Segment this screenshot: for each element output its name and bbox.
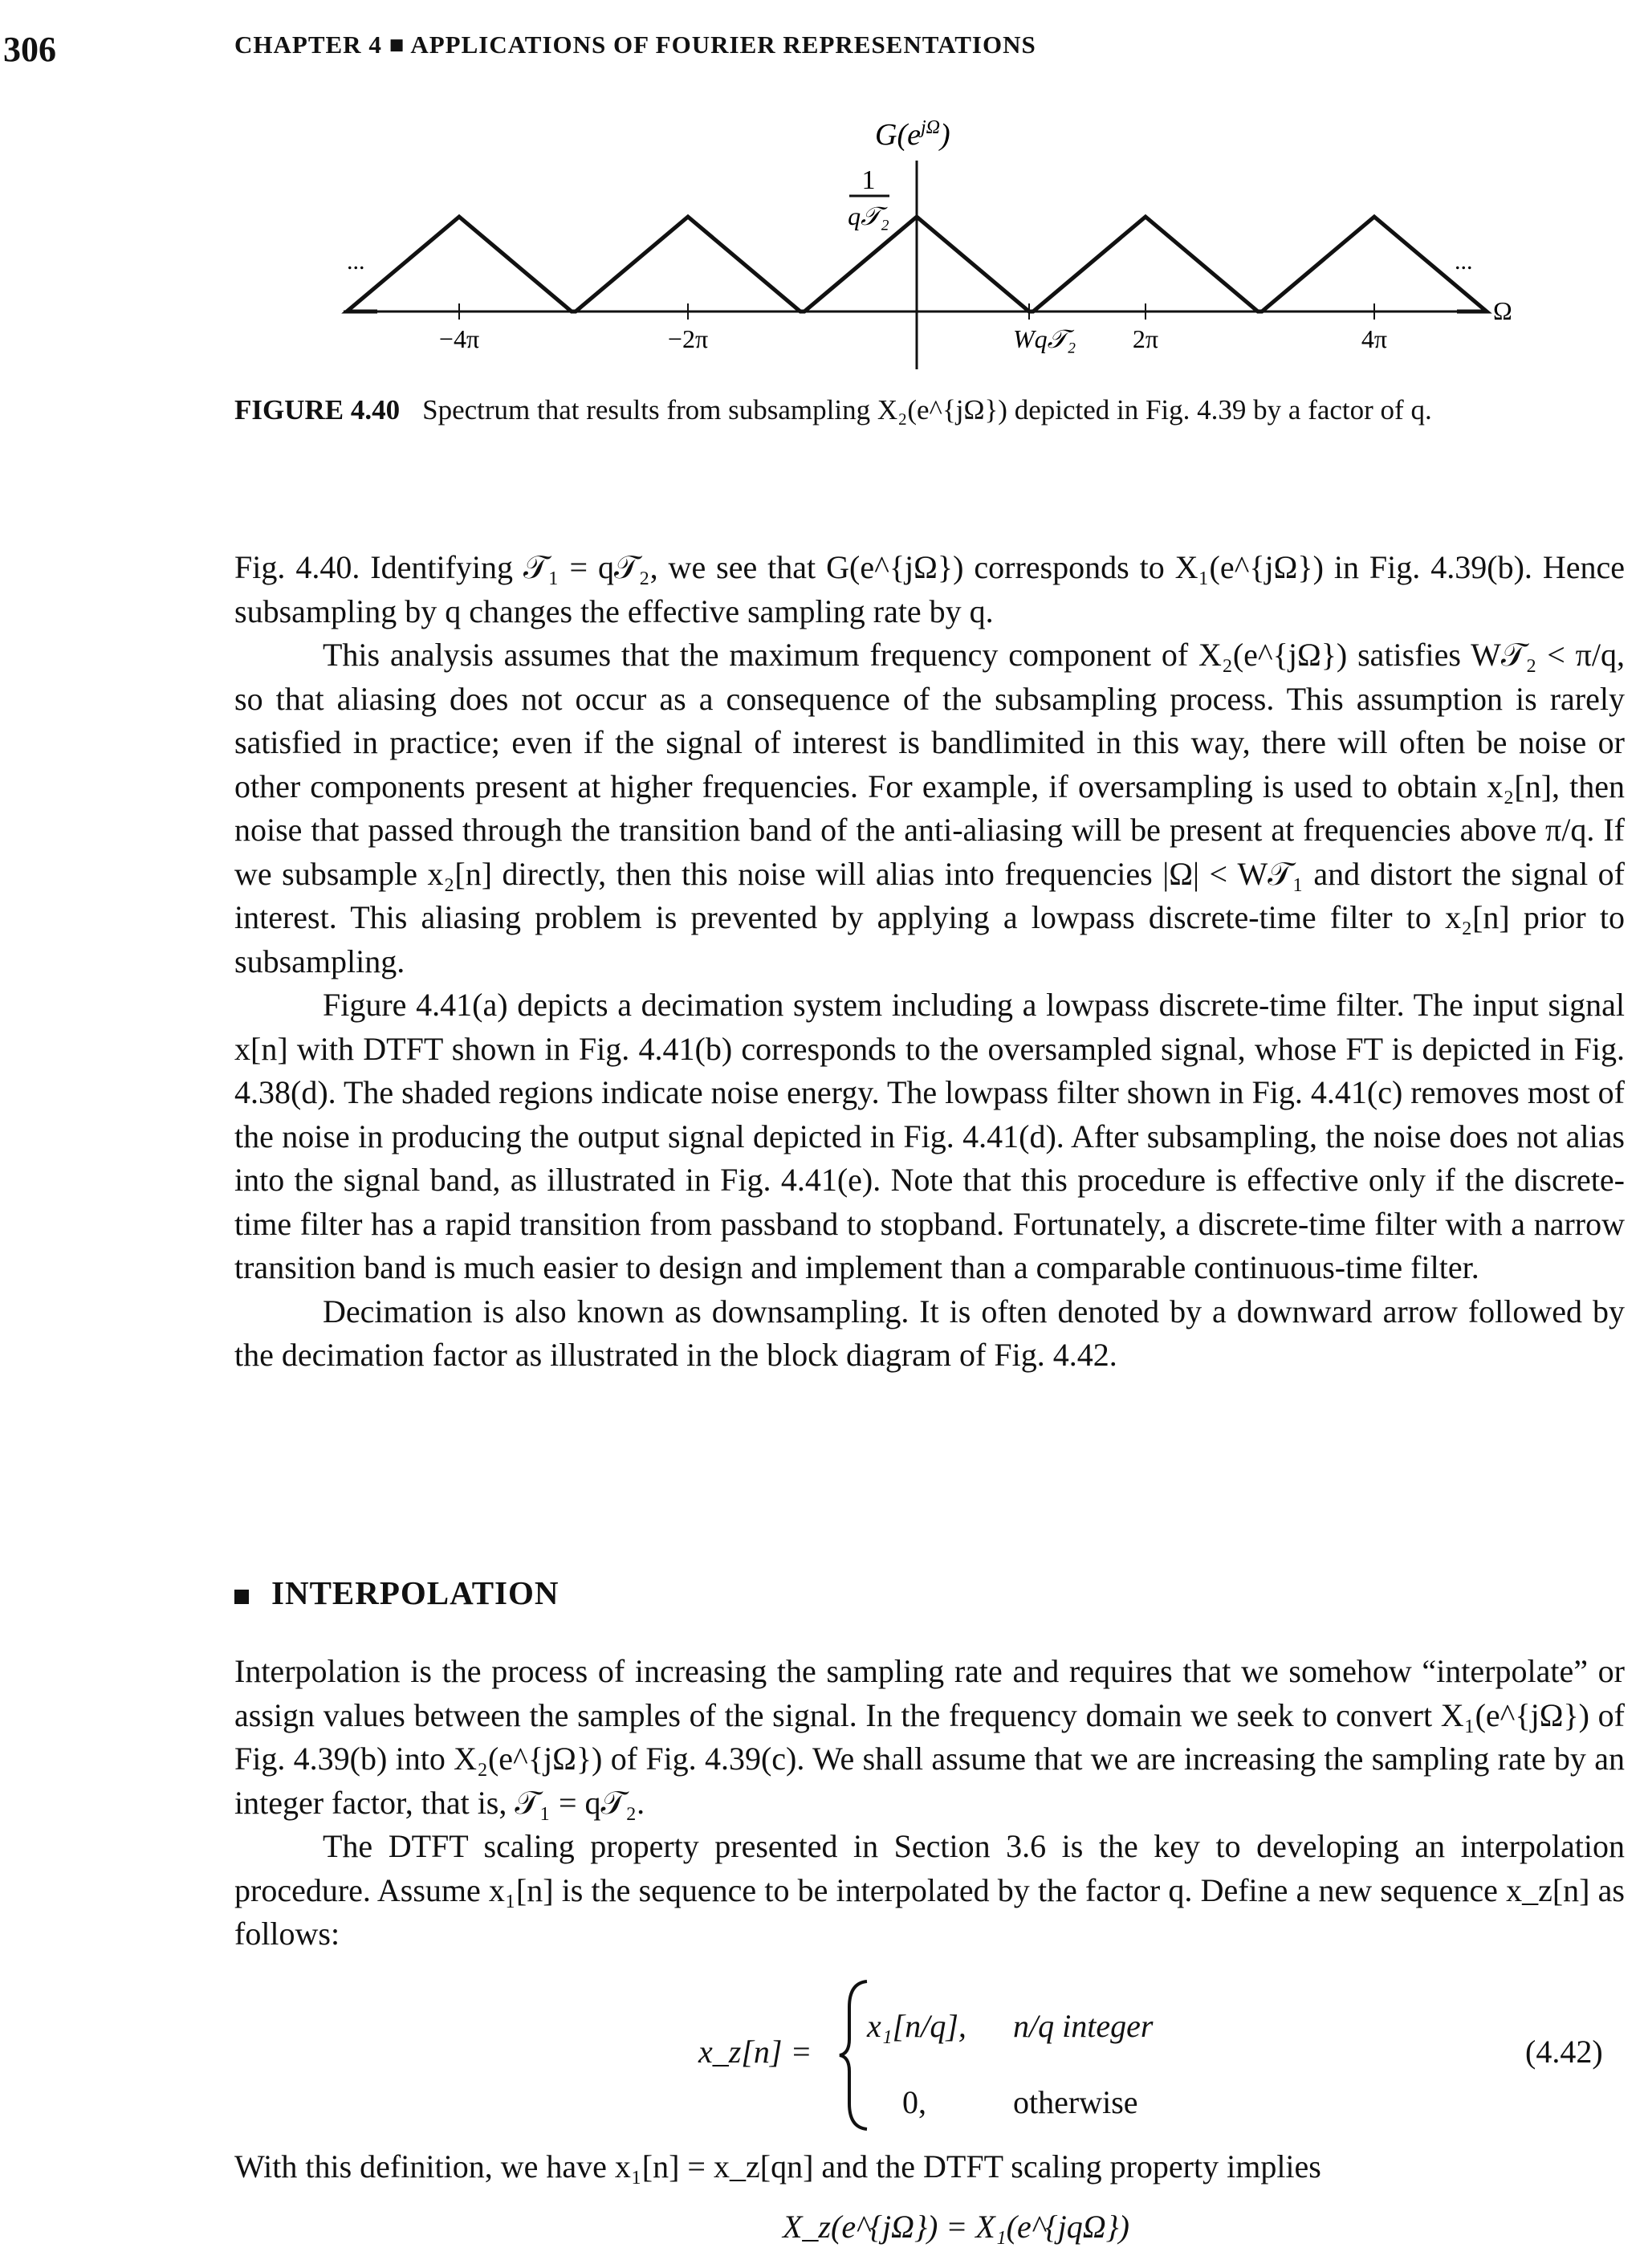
figure-ylabel: $G(e^{j\Omega})$	[875, 117, 950, 152]
equation-4-42	[0, 1975, 1644, 2136]
eq-lhs: x_z[n] =	[698, 2034, 812, 2070]
eq-number: (4.42)	[1525, 2034, 1603, 2070]
eq-case1-expr: x₁[n/q],	[867, 2008, 966, 2044]
page-number: 306	[3, 30, 56, 69]
paragraph: The DTFT scaling property presented in Section 3.6 is the key to developing an interpolation procedure. Assume x₁[n] is the sequence to be interpolated by the factor q. Define a new sequence x_z[n] as follows:	[234, 1828, 1625, 1952]
left-brace-icon	[835, 1975, 875, 2136]
figure-4-40	[0, 96, 1644, 385]
section-title: INTERPOLATION	[271, 1574, 560, 1611]
peak-label-num: 1	[861, 165, 876, 195]
tick-label: −2π	[667, 324, 709, 353]
body-text-1	[234, 546, 1625, 1378]
ellipsis-right: ...	[1455, 248, 1473, 275]
figure-caption	[234, 392, 1615, 429]
x-axis-label: Ω	[1493, 296, 1512, 325]
ellipsis-left: ...	[347, 248, 365, 275]
caption-text: Spectrum that results from subsampling X₂(e^{jΩ}) depicted in Fig. 4.39 by a factor of q.	[422, 394, 1432, 426]
tick-label: −4π	[438, 324, 480, 353]
paragraph: Decimation is also known as downsampling. It is often denoted by a downward arrow followed by the decimation factor as illustrated in the block diagram of Fig. 4.42.	[234, 1293, 1625, 1373]
running-head: CHAPTER 4 ■ APPLICATIONS OF FOURIER REPRESENTATIONS	[234, 31, 1036, 59]
tick-label: Wq𝒯₂	[1013, 324, 1076, 353]
paragraph: Interpolation is the process of increasing the sampling rate and requires that we somehow “interpolate” or assign values between the samples of the signal. In the frequency domain we seek to convert X₁(e^{jΩ}) of Fig. 4.39(b) into X₂(e^{jΩ}) of Fig. 4.39(c). We shall assume that we are increasing the sampling rate by an integer factor, that is, 𝒯₁ = q𝒯₂.	[234, 1653, 1625, 1821]
final-equation: X_z(e^{jΩ}) = X₁(e^{jqΩ})	[783, 2209, 1129, 2245]
paragraph: Fig. 4.40. Identifying 𝒯₁ = q𝒯₂, we see that G(e^{jΩ}) corresponds to X₁(e^{jΩ}) in Fig. 4.39(b). Hence subsampling by q changes the effective sampling rate by q.	[234, 549, 1625, 629]
paragraph: This analysis assumes that the maximum frequency component of X₂(e^{jΩ}) satisfies W𝒯₂ < π/q, so that aliasing does not occur as a consequence of the subsampling process. This assumption is rarely satisfied in practice; even if the signal of interest is bandlimited in this way, there will often be noise or other components present at higher frequencies. For example, if oversampling is used to obtain x₂[n], then noise that passed through the transition band of the anti-aliasing will be present at frequencies above π/q. If we subsample x₂[n] directly, then this noise will alias into frequencies |Ω| < W𝒯₁ and distort the signal of interest. This aliasing problem is prevented by applying a lowpass discrete-time filter to x₂[n] prior to subsampling.	[234, 637, 1625, 979]
section-bullet-icon	[234, 1590, 249, 1604]
tick-label: 4π	[1361, 324, 1388, 353]
paragraph: With this definition, we have x₁[n] = x_z[qn] and the DTFT scaling property implies	[234, 2148, 1321, 2185]
eq-case2-cond: otherwise	[1013, 2084, 1138, 2120]
caption-label: FIGURE 4.40	[234, 394, 401, 426]
paragraph: Figure 4.41(a) depicts a decimation system including a lowpass discrete-time filter. The input signal x[n] with DTFT shown in Fig. 4.41(b) corresponds to the oversampled signal, whose FT is depicted in Fig. 4.38(d). The shaded regions indicate noise energy. The lowpass filter shown in Fig. 4.41(c) removes most of the noise in producing the output signal depicted in Fig. 4.41(d). After subsampling, the noise does not alias into the signal band, as illustrated in Fig. 4.41(e). Note that this procedure is effective only if the discrete-time filter has a rapid transition from passband to stopband. Fortunately, a discrete-time filter with a narrow transition band is much easier to design and implement than a comparable continuous-time filter.	[234, 987, 1625, 1285]
tick-label: 2π	[1132, 324, 1159, 353]
after-equation-text	[234, 2145, 1625, 2189]
section-heading	[234, 1574, 560, 1612]
peak-label-den: q𝒯₂	[848, 202, 889, 230]
body-text-2	[234, 1650, 1625, 1957]
eq-case1-cond: n/q integer	[1013, 2008, 1154, 2044]
eq-case2-expr: 0,	[902, 2084, 926, 2120]
